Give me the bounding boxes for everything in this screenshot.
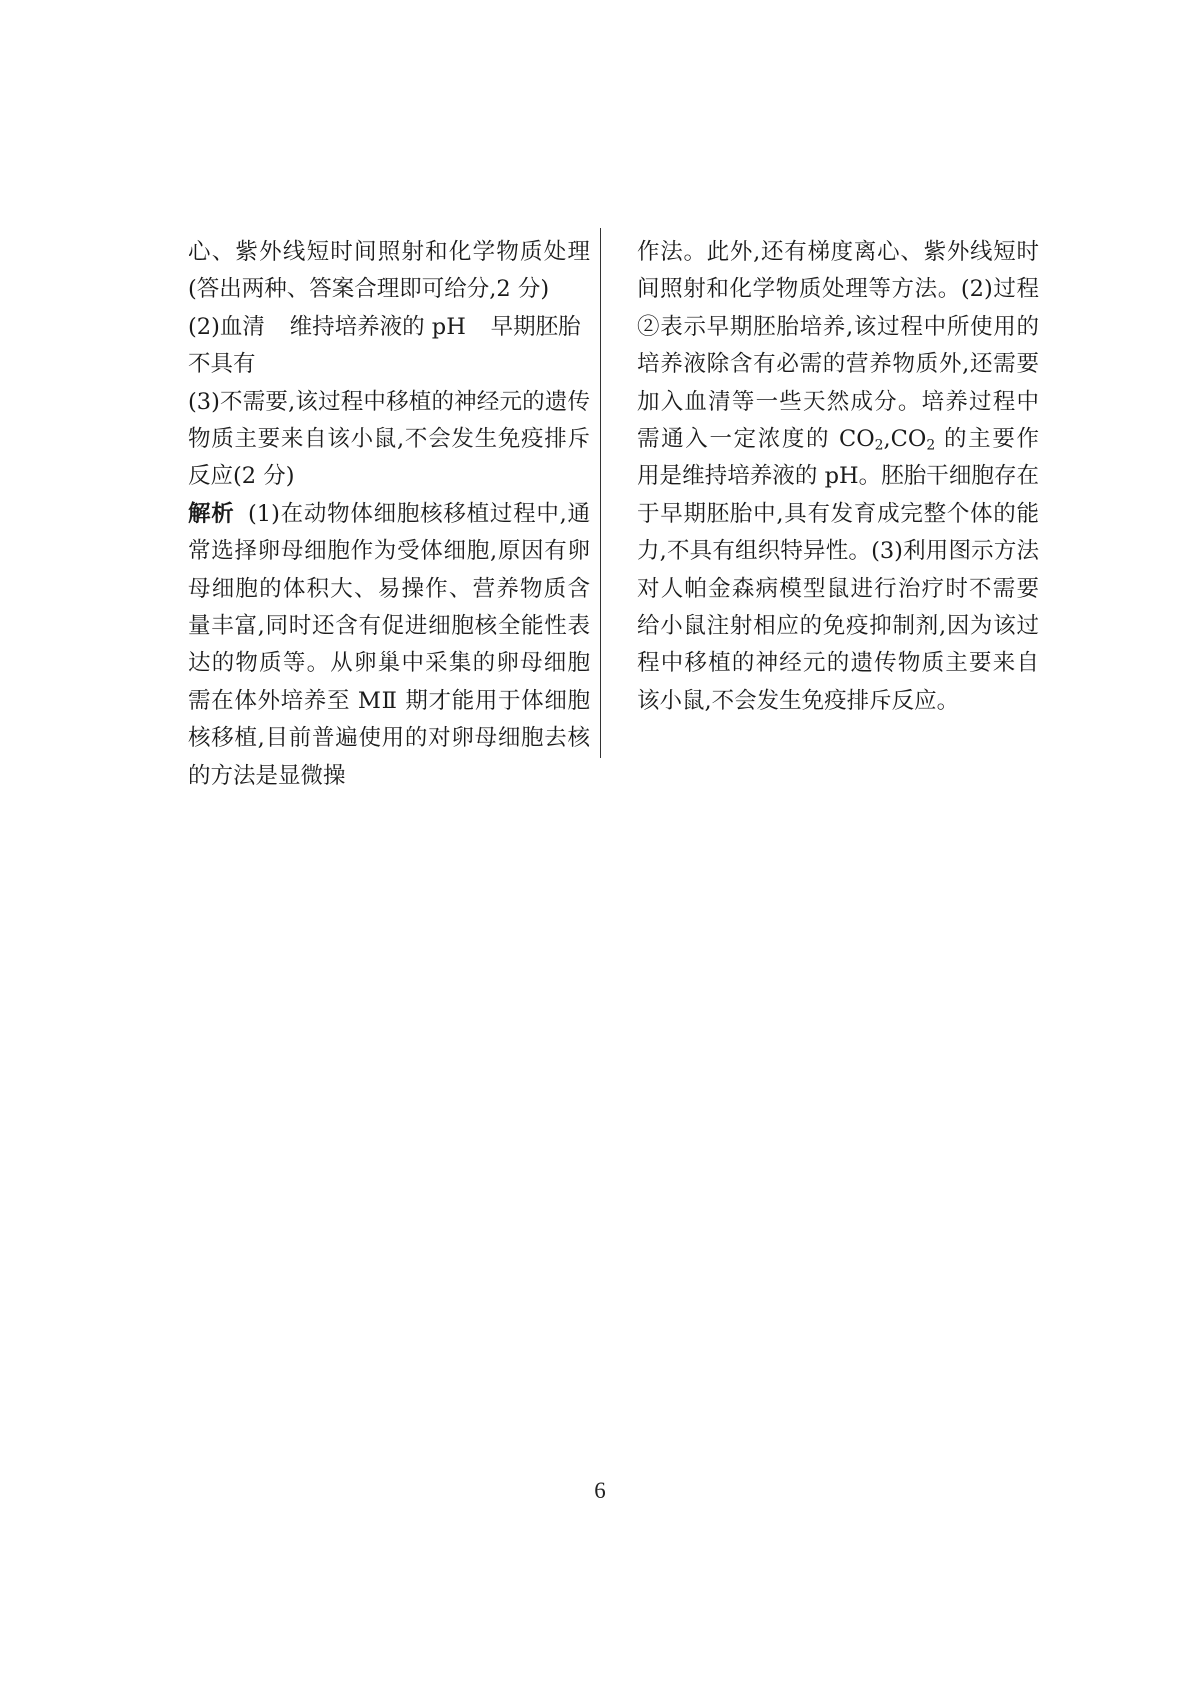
analysis xyxy=(188,496,590,795)
answer-2-part-b: 维持培养液的 pH xyxy=(289,313,466,340)
co2-subscript-2: 2 xyxy=(926,437,936,454)
analysis-label: 解析 xyxy=(188,500,235,527)
page-number: 6 xyxy=(594,1478,606,1503)
answer-2-part-d: 不具有 xyxy=(188,351,256,378)
analysis-continuation-part-b: ,CO xyxy=(883,426,927,453)
column-divider xyxy=(600,228,601,758)
answer-2 xyxy=(188,309,590,384)
analysis-continuation-part-a: 作法。此外,还有梯度离心、紫外线短时间照射和化学物质处理等方法。(2)过程②表示早期胚胎培养,该过程中所使用的培养液除含有必需的营养物质外,还需要加入血清等一些天然成分。培养过程中需通入一定浓度的 CO xyxy=(637,239,1039,453)
analysis-text: (1)在动物体细胞核移植过程中,通常选择卵母细胞作为受体细胞,原因有卵母细胞的体积大、易操作、营养物质含量丰富,同时还含有促进细胞核全能性表达的物质等。从卵巢中采集的卵母细胞需在体外培养至 MⅡ 期才能用于体细胞核移植,目前普遍使用的对卵母细胞去核的方法是显微操 xyxy=(188,500,590,789)
answer-3: (3)不需要,该过程中移植的神经元的遗传物质主要来自该小鼠,不会发生免疫排斥反应(2 分) xyxy=(188,388,590,490)
left-column xyxy=(188,234,590,795)
analysis-continuation-part-c: 的主要作用是维持培养液的 pH。胚胎干细胞存在于早期胚胎中,具有发育成完整个体的能力,不具有组织特异性。(3)利用图示方法对人帕金森病模型鼠进行治疗时不需要给小鼠注射相应的免疫抑制剂,因为该过程中移植的神经元的遗传物质主要来自该小鼠,不会发生免疫排斥反应。 xyxy=(637,426,1039,714)
analysis-continuation xyxy=(637,234,1039,720)
answer-2-part-c: 早期胚胎 xyxy=(490,313,581,340)
answer-1-continuation: 心、紫外线短时间照射和化学物质处理(答出两种、答案合理即可给分,2 分) xyxy=(188,239,590,303)
co2-subscript-1: 2 xyxy=(874,437,884,454)
answer-2-part-a: 血清 xyxy=(219,313,265,340)
answer-2-number: (2) xyxy=(188,313,220,340)
right-column xyxy=(637,234,1039,720)
